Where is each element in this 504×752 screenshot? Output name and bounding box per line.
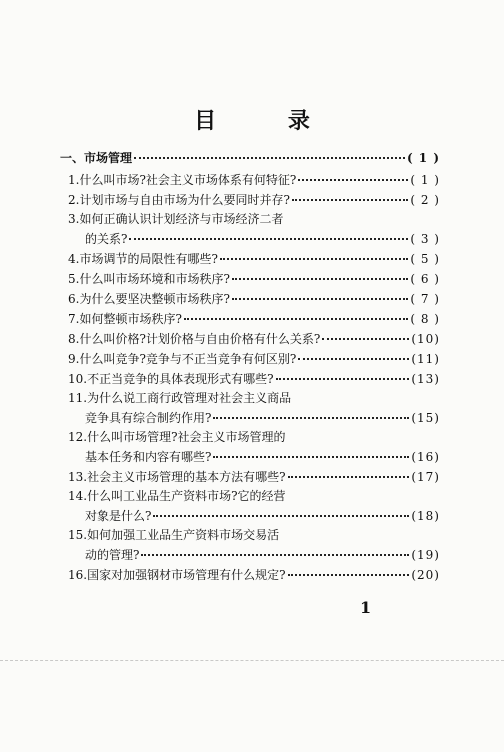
toc-page-ref: (15)	[411, 411, 440, 425]
toc-entry-line	[68, 369, 440, 389]
toc-entry-label: 11.为什么说工商行政管理对社会主义商品	[68, 391, 292, 405]
toc-entry-list	[60, 170, 440, 585]
toc-section-label: 一、市场管理	[60, 151, 133, 165]
toc-leader-dots	[184, 306, 408, 320]
toc-leader-dots	[288, 464, 410, 478]
toc-entry	[60, 369, 440, 389]
toc-entry-label: 基本任务和内容有哪些?	[85, 450, 212, 464]
toc-entry-label: 5.什么叫市场环境和市场秩序?	[68, 272, 230, 286]
toc-entry-label: 6.为什么要坚决整顿市场秩序?	[68, 292, 230, 306]
toc-entry-label: 3.如何正确认识计划经济与市场经济二者	[68, 212, 284, 226]
toc-entry	[60, 190, 440, 210]
toc-entry	[60, 210, 440, 249]
toc-page-ref: ( 1 )	[410, 173, 440, 187]
toc-page-ref: (10)	[411, 332, 440, 346]
toc-entry-line	[68, 190, 440, 210]
toc-leader-dots	[276, 366, 410, 380]
toc-leader-dots	[153, 503, 409, 517]
toc-entry	[60, 389, 440, 428]
toc-entry-line	[68, 506, 440, 526]
toc-page-ref: ( 6 )	[410, 272, 440, 286]
toc-page-ref: (19)	[411, 548, 440, 562]
toc-entry-label: 15.如何加强工业品生产资料市场交易活	[68, 528, 280, 542]
toc-entry	[60, 487, 440, 526]
toc-entry-line	[68, 467, 440, 487]
toc-entry	[60, 467, 440, 487]
toc-page-ref: ( 2 )	[410, 193, 440, 207]
toc-entry-label: 12.什么叫市场管理?社会主义市场管理的	[68, 430, 286, 444]
toc-page-ref: (20)	[411, 568, 440, 582]
toc-entry-label: 14.什么叫工业品生产资料市场?它的经营	[68, 489, 286, 503]
toc-entry-label: 1.什么叫市场?社会主义市场体系有何特征?	[68, 173, 297, 187]
toc-leader-dots	[232, 286, 408, 300]
toc-entry-label: 10.不正当竞争的具体表现形式有哪些?	[68, 372, 274, 386]
toc-page-ref: (13)	[411, 372, 440, 386]
page-number: 1	[360, 598, 372, 617]
toc-leader-dots	[134, 145, 405, 159]
toc-entry-label: 竞争具有综合制约作用?	[85, 411, 212, 425]
toc-page-ref: (16)	[411, 450, 440, 464]
toc-page-ref: (11)	[411, 352, 440, 366]
toc-page-ref: (18)	[411, 509, 440, 523]
toc-entry-line	[68, 408, 440, 428]
toc-leader-dots	[288, 562, 410, 576]
toc-entry-label: 7.如何整顿市场秩序?	[68, 312, 182, 326]
toc-leader-dots	[298, 167, 408, 181]
toc-leader-dots	[322, 326, 409, 340]
toc-entry-label: 4.市场调节的局限性有哪些?	[68, 252, 218, 266]
toc-entry	[60, 428, 440, 467]
toc-page-ref: ( 8 )	[410, 312, 440, 326]
toc-entry-label: 9.什么叫竞争?竞争与不正当竞争有何区别?	[68, 352, 297, 366]
toc-entry-label: 8.什么叫价格?计划价格与自由价格有什么关系?	[68, 332, 321, 346]
toc-page-ref: (17)	[411, 470, 440, 484]
toc-leader-dots	[213, 405, 409, 419]
toc-entry-label: 动的管理?	[85, 548, 140, 562]
toc-entry-label: 16.国家对加强钢材市场管理有什么规定?	[68, 568, 286, 582]
toc-entry	[60, 526, 440, 565]
table-of-contents	[60, 148, 440, 585]
toc-leader-dots	[232, 266, 408, 280]
toc-entry-label: 2.计划市场与自由市场为什么要同时并存?	[68, 193, 290, 207]
toc-leader-dots	[129, 226, 408, 240]
toc-entry	[60, 565, 440, 585]
toc-leader-dots	[298, 346, 409, 360]
page-title: 目 录	[194, 108, 342, 134]
toc-entry-line	[68, 565, 440, 585]
toc-leader-dots	[292, 187, 408, 201]
toc-entry-label: 13.社会主义市场管理的基本方法有哪些?	[68, 470, 286, 484]
toc-page-ref: ( 5 )	[410, 252, 440, 266]
page-bottom-rule	[0, 660, 504, 661]
toc-page-ref: ( 1 )	[406, 151, 440, 165]
toc-section-heading	[60, 148, 440, 168]
toc-leader-dots	[220, 246, 408, 260]
toc-leader-dots	[213, 444, 409, 458]
toc-entry-label: 的关系?	[85, 232, 128, 246]
toc-page-ref: ( 3 )	[410, 232, 440, 246]
toc-leader-dots	[141, 542, 409, 556]
toc-page-ref: ( 7 )	[410, 292, 440, 306]
toc-entry-label: 对象是什么?	[85, 509, 152, 523]
